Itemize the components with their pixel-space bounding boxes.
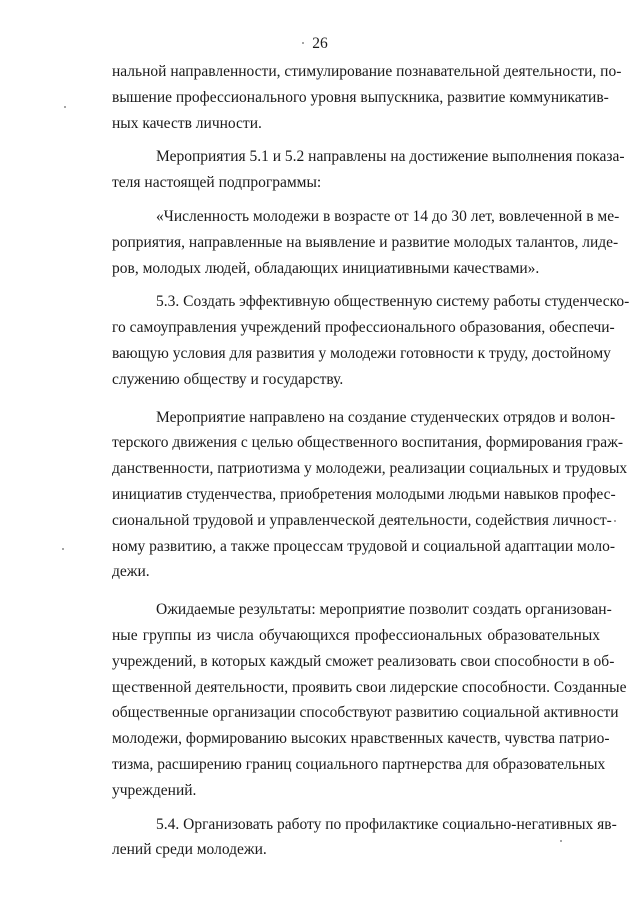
text-line: тизма, расширению границ социального партнерства для образовательных [112,755,606,773]
text-line: вающую условия для развития у молодежи готовности к труду, достойному [112,344,611,362]
text-line: лений среди молодежи. [112,841,267,859]
quote-first-line: «Численность молодежи в возрасте от 14 до 30 лет, вовлеченной в ме- [156,207,620,225]
text-line: ных качеств личности. [112,114,262,132]
scan-speck [62,548,64,550]
body-text [112,59,630,863]
text-line: инициатив студенчества, приобретения молодыми людьми навыков профес- [112,485,616,503]
text-line: молодежи, формированию высоких нравственных качеств, чувства патрио- [112,730,610,748]
section-5-3-heading: 5.3. Создать эффективную общественную систему работы студенческо- [156,293,630,311]
expected-results-first-line: Ожидаемые результаты: мероприятие позволит создать организован- [156,601,612,619]
scan-speck [64,106,66,108]
text-line: дежи. [112,563,150,581]
text-line: данственности, патриотизма у молодежи, реализации социальных и трудовых [112,460,628,478]
scan-speck [560,840,562,842]
text-line: учреждений. [112,781,197,799]
section-5-4-heading: 5.4. Организовать работу по профилактике социально-негативных яв- [156,815,617,833]
text-line: ному развитию, а также процессам трудовой и социальной адаптации моло- [112,537,616,555]
page-number: 26 [312,35,328,52]
scan-speck [614,520,616,522]
paragraph-first-line: Мероприятие направлено на создание студенческих отрядов и волон- [156,408,616,426]
paragraph-first-line: Мероприятия 5.1 и 5.2 направлены на достижение выполнения показа- [156,148,625,166]
text-line: го самоуправления учреждений профессионального образования, обеспечи- [112,319,615,337]
text-line: щественной деятельности, проявить свои лидерские способности. Созданные [112,678,627,696]
text-line: сиональной трудовой и управленческой деятельности, содействия личност- [112,511,612,529]
text-line: роприятия, направленные на выявление и развитие молодых талантов, лиде- [112,233,619,251]
text-line: вышение профессионального уровня выпускника, развитие коммуникатив- [112,88,609,106]
text-line: ров, молодых людей, обладающих инициативными качествами». [112,259,540,277]
scan-speck [302,42,304,44]
text-line: терского движения с целью общественного воспитания, формирования граж- [112,434,624,452]
text-line: теля настоящей подпрограммы: [112,174,322,192]
text-line: учреждений, в которых каждый сможет реализовать свои способности в об- [112,652,615,670]
text-line: служению обществу и государству. [112,370,344,388]
text-line: общественные организации способствуют развитию социальной активности [112,704,619,722]
text-line: ные группы из числа обучающихся профессиональных образовательных [112,626,600,644]
text-line: нальной направленности, стимулирование познавательной деятельности, по- [112,63,622,80]
